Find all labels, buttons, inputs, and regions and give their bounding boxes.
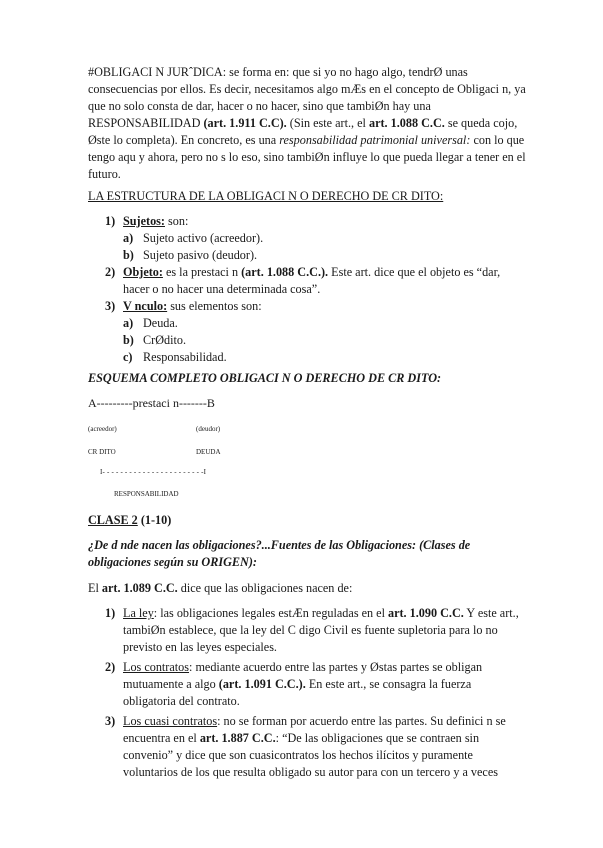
source-item-contratos xyxy=(105,659,525,710)
subitem xyxy=(123,230,525,247)
sublist xyxy=(123,230,525,264)
clase2-range: (1-10) xyxy=(137,513,172,527)
sublist xyxy=(123,315,525,366)
item-bold: (art. 1.088 C.C.). xyxy=(241,265,329,279)
clase2-title: CLASE 2 xyxy=(88,513,138,527)
intro-paragraph xyxy=(88,64,528,183)
scheme-responsabilidad: RESPONSABILIDAD xyxy=(114,490,179,498)
scheme-arrow-line: I- - - - - - - - - - - - - - - - - - - - - - -I xyxy=(100,468,207,476)
subitem-letter: c) xyxy=(123,350,133,364)
structure-item-vinculo xyxy=(105,298,525,366)
subitem-letter: b) xyxy=(123,333,134,347)
item-label: Objeto: xyxy=(123,265,163,279)
clase2-heading xyxy=(88,512,528,529)
lead-text-b: dice que las obligaciones nacen de: xyxy=(177,581,353,595)
item-text: sus elementos son: xyxy=(167,299,262,313)
source-item-cuasicontratos xyxy=(105,713,525,781)
intro-text-a: #OBLIGACI N JURˆDICA: se forma en: que si yo no hago algo, tendrØ unas consecuencias por ellos. Es decir, necesitamos algo mÆs en el concepto de Obligaci n, ya que no solo consta de dar, hacer o no hacer, sino que tambiØn hay una RESPONSABILIDAD xyxy=(88,65,526,130)
item-text-a: es la prestaci n xyxy=(162,265,242,279)
item-text-b: Este art. dice que el objeto es “dar, hacer o no hacer una determinada cosa”. xyxy=(123,265,501,296)
lead-bold: art. 1.089 C.C. xyxy=(101,581,178,595)
subitem-text: Sujeto activo (acreedor). xyxy=(143,231,264,245)
intro-bold-b: art. 1.088 C.C. xyxy=(368,116,445,130)
item-text-2: : “De las obligaciones que se contraen sin convenio” y dice que son cuasicontratos los hechos ilícitos y puramente voluntarios de los que resulta obligado su autor para con un tercero y a veces xyxy=(123,731,498,779)
item-number: 1) xyxy=(105,606,116,620)
subitem-letter: b) xyxy=(123,248,134,262)
item-label: Los cuasi contratos xyxy=(123,714,218,728)
scheme-deudor: (deudor) xyxy=(196,425,221,433)
scheme-acreedor: (acreedor) xyxy=(88,425,117,433)
clase2-lead xyxy=(88,580,528,597)
subitem xyxy=(123,315,525,332)
subitem-letter: a) xyxy=(123,316,134,330)
scheme-credito: CR DITO xyxy=(88,448,116,456)
subitem xyxy=(123,349,525,366)
source-item-ley xyxy=(105,605,525,656)
sources-list xyxy=(105,605,525,781)
scheme-deuda: DEUDA xyxy=(196,448,221,456)
item-number: 2) xyxy=(105,660,116,674)
structure-item-objeto xyxy=(105,264,525,298)
structure-item-sujetos xyxy=(105,213,525,264)
item-bold: art. 1.887 C.C. xyxy=(199,731,276,745)
item-label: La ley xyxy=(123,606,154,620)
item-number: 3) xyxy=(105,714,116,728)
scheme-line-prestacion: A---------prestaci n-------B xyxy=(88,396,215,410)
item-text-2: Y este art., tambiØn establece, que la ley del C digo Civil es fuente supletoria para lo no previsto en las leyes especiales. xyxy=(123,606,519,654)
item-label: Los contratos xyxy=(123,660,190,674)
subitem-text: Deuda. xyxy=(143,316,178,330)
item-text-1: : las obligaciones legales estÆn reguladas en el xyxy=(153,606,388,620)
item-bold: art. 1.090 C.C. xyxy=(388,606,464,620)
lead-text-a: El xyxy=(88,581,102,595)
item-text: son: xyxy=(164,214,189,228)
subitem-letter: a) xyxy=(123,231,134,245)
item-text-1: : mediante acuerdo entre las partes y Østas partes se obligan mutuamente a algo xyxy=(123,660,483,691)
intro-italic: responsabilidad patrimonial universal: xyxy=(279,133,471,147)
item-label: V nculo: xyxy=(123,299,168,313)
item-label: Sujetos: xyxy=(123,214,165,228)
subitem-text: Responsabilidad. xyxy=(143,350,227,364)
clase2-question: ¿De d nde nacen las obligaciones?...Fuentes de las Obligaciones: (Clases de obligaciones según su ORIGEN): xyxy=(88,538,471,569)
subitem xyxy=(123,247,525,264)
item-number: 1) xyxy=(105,214,116,228)
item-bold: (art. 1.091 C.C.). xyxy=(218,677,306,691)
item-text-2: En este art., se consagra la fuerza obligatoria del contrato. xyxy=(123,677,472,708)
intro-text-d: con lo que tengo aqu y ahora, pero no s lo eso, sino tambiØn influye lo que pueda llegar a tener en el futuro. xyxy=(88,133,526,181)
intro-bold-a: (art. 1.911 C.C). xyxy=(203,116,287,130)
item-number: 2) xyxy=(105,265,116,279)
item-number: 3) xyxy=(105,299,116,313)
item-text-1: : no se forman por acuerdo entre las partes. Su definici n se encuentra en el xyxy=(123,714,506,745)
structure-list xyxy=(105,213,525,366)
subitem-text: CrØdito. xyxy=(143,333,186,347)
subitem-text: Sujeto pasivo (deudor). xyxy=(143,248,258,262)
scheme-heading: ESQUEMA COMPLETO OBLIGACI N O DERECHO DE CR DITO: xyxy=(88,371,442,385)
subitem xyxy=(123,332,525,349)
intro-text-b: (Sin este art., el xyxy=(286,116,369,130)
intro-text-c: se queda cojo, Øste lo completa). En concreto, es una xyxy=(88,116,518,147)
structure-heading: LA ESTRUCTURA DE LA OBLIGACI N O DERECHO DE CR DITO: xyxy=(88,189,444,203)
